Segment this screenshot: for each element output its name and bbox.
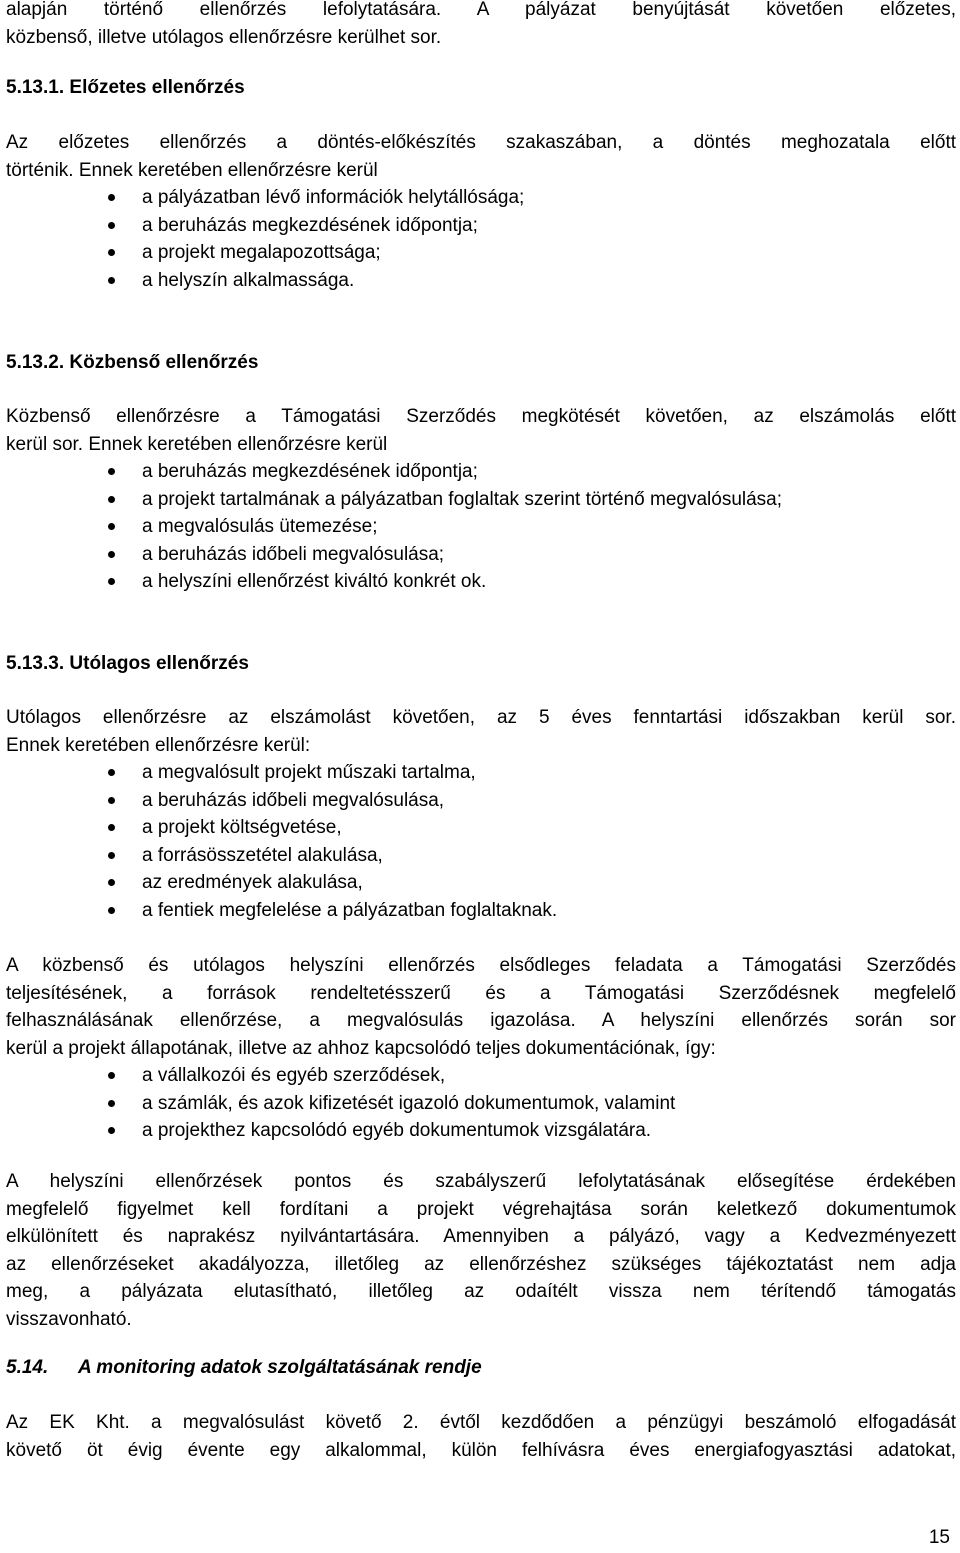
bullet-icon [108, 194, 115, 201]
paragraph-line: felhasználásának ellenőrzése, a megvalósulás igazolása. A helyszíni ellenőrzés során sor [6, 1010, 956, 1031]
paragraph-line: az ellenőrzéseket akadályozza, illetőleg az ellenőrzéshez szükséges tájékoztatást nem adja [6, 1253, 956, 1275]
paragraph-line: teljesítésének, a források rendeltetésszerű és a Támogatási Szerződésnek megfelelő [6, 982, 956, 1004]
bullet-icon [108, 249, 115, 256]
section-5-14 [6, 1354, 956, 1382]
paragraph-line: történik. Ennek keretében ellenőrzésre kerül [6, 159, 378, 181]
section-heading [6, 650, 956, 678]
list-item: a pályázatban lévő információk helytállósága; [6, 184, 956, 212]
bullet-icon [108, 907, 115, 914]
records-paragraph [6, 1168, 956, 1333]
intro-paragraph [6, 0, 956, 51]
list-item: a helyszíni ellenőrzést kiváltó konkrét ok. [6, 568, 956, 596]
list-item: a fentiek megfelelése a pályázatban foglaltaknak. [6, 897, 956, 925]
paragraph-line: megfelelő figyelmet kell fordítani a projekt végrehajtása során keletkező dokumentumok [6, 1198, 956, 1220]
list-item: a számlák, és azok kifizetését igazoló dokumentumok, valamint [6, 1090, 956, 1118]
list-item: a projekt tartalmának a pályázatban foglaltak szerint történő megvalósulása; [6, 486, 956, 514]
bullet-list [6, 184, 956, 294]
section-5-14-body [6, 1409, 956, 1464]
bullet-list [6, 759, 956, 924]
paragraph-line: A helyszíni ellenőrzések pontos és szabályszerű lefolytatásának elősegítése érdekében [6, 1171, 956, 1192]
section-5-13-3-body [6, 704, 956, 924]
bullet-icon [108, 797, 115, 804]
bullet-icon [108, 277, 115, 284]
paragraph-line: kerül sor. Ennek keretében ellenőrzésre kerül [6, 433, 388, 455]
paragraph-line: Közbenső ellenőrzésre a Támogatási Szerződés megkötését követően, az elszámolás előtt [6, 406, 956, 427]
paragraph-line: Az előzetes ellenőrzés a döntés-előkészítés szakaszában, a döntés meghozatala előtt [6, 132, 956, 153]
bullet-icon [108, 852, 115, 859]
bullet-icon [108, 523, 115, 530]
section-heading [6, 74, 956, 102]
list-item: a projekt költségvetése, [6, 814, 956, 842]
bullet-icon [108, 769, 115, 776]
paragraph-line: Utólagos ellenőrzésre az elszámolást követően, az 5 éves fenntartási időszakban kerül sor. [6, 707, 956, 728]
section-number: 5.13.3. [6, 653, 65, 674]
paragraph-line: A közbenső és utólagos helyszíni ellenőrzés elsődleges feladata a Támogatási Szerződés [6, 955, 956, 976]
bullet-icon [108, 1072, 115, 1079]
list-item: a projekthez kapcsolódó egyéb dokumentumok vizsgálatára. [6, 1117, 956, 1145]
paragraph-line: Az EK Kht. a megvalósulást követő 2. évtől kezdődően a pénzügyi beszámoló elfogadását [6, 1412, 956, 1433]
list-item: a beruházás időbeli megvalósulása, [6, 787, 956, 815]
section-number: 5.13.2. [6, 352, 65, 373]
list-item: a megvalósult projekt műszaki tartalma, [6, 759, 956, 787]
bullet-icon [108, 496, 115, 503]
section-number: 5.14. [6, 1357, 49, 1378]
section-5-13-2-body [6, 403, 956, 596]
intro-line: alapján történő ellenőrzés lefolytatására. A pályázat benyújtását követően előzetes, [6, 0, 956, 20]
section-title: Közbenső ellenőrzés [69, 352, 259, 373]
list-item: a forrásösszetétel alakulása, [6, 842, 956, 870]
list-item: a projekt megalapozottsága; [6, 239, 956, 267]
onsite-paragraph [6, 952, 956, 1145]
list-item: a beruházás megkezdésének időpontja; [6, 212, 956, 240]
paragraph-line: elkülönített és naprakész nyilvántartására. Amennyiben a pályázó, vagy a Kedvezményezett [6, 1226, 956, 1247]
list-item: az eredmények alakulása, [6, 869, 956, 897]
section-heading [6, 1354, 956, 1382]
list-item: a megvalósulás ütemezése; [6, 513, 956, 541]
paragraph-line: meg, a pályázata elutasítható, illetőleg az odaítélt vissza nem térítendő támogatás [6, 1281, 956, 1302]
bullet-icon [108, 551, 115, 558]
bullet-icon [108, 879, 115, 886]
section-title: Előzetes ellenőrzés [69, 77, 245, 98]
bullet-icon [108, 222, 115, 229]
bullet-icon [108, 1127, 115, 1134]
list-item: a beruházás időbeli megvalósulása; [6, 541, 956, 569]
section-5-13-1 [6, 74, 956, 102]
section-5-13-2 [6, 349, 956, 377]
bullet-icon [108, 468, 115, 475]
paragraph-line: visszavonható. [6, 1308, 132, 1330]
paragraph-line: kerül a projekt állapotának, illetve az ahhoz kapcsolódó teljes dokumentációnak, így: [6, 1037, 716, 1059]
section-title: Utólagos ellenőrzés [69, 653, 249, 674]
page-number: 15 [928, 1527, 950, 1548]
paragraph-line: Ennek keretében ellenőrzésre kerül: [6, 734, 311, 756]
paragraph-line: követő öt évig évente egy alkalommal, külön felhívásra éves energiafogyasztási adatokat, [6, 1439, 956, 1461]
intro-line: közbenső, illetve utólagos ellenőrzésre kerülhet sor. [6, 26, 442, 48]
bullet-list [6, 458, 956, 596]
list-item: a vállalkozói és egyéb szerződések, [6, 1062, 956, 1090]
section-heading [6, 349, 956, 377]
list-item: a helyszín alkalmassága. [6, 267, 956, 295]
section-number: 5.13.1. [6, 77, 65, 98]
section-5-13-3 [6, 650, 956, 678]
bullet-icon [108, 578, 115, 585]
section-title: A monitoring adatok szolgáltatásának rendje [78, 1357, 482, 1378]
bullet-icon [108, 1100, 115, 1107]
section-5-13-1-body [6, 129, 956, 294]
bullet-icon [108, 824, 115, 831]
bullet-list [6, 1062, 956, 1145]
list-item: a beruházás megkezdésének időpontja; [6, 458, 956, 486]
